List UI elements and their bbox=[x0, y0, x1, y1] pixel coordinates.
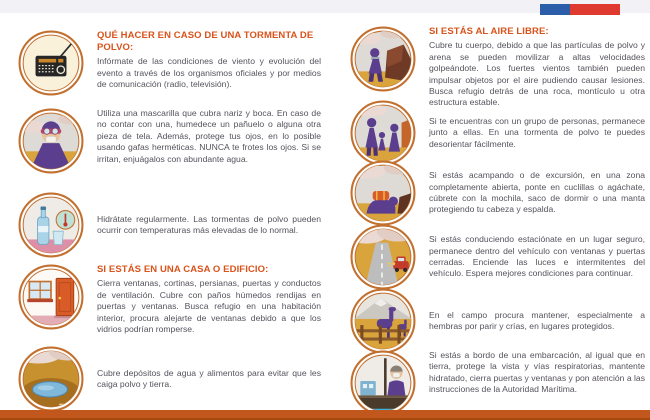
mask-goggles-person-icon bbox=[18, 108, 84, 174]
radio-icon bbox=[18, 30, 84, 96]
shelter-behind-rock-icon bbox=[350, 26, 416, 92]
section-body: Cubre depósitos de agua y alimentos para evitar que les caiga polvo y tierra. bbox=[97, 367, 321, 389]
section-hidratate bbox=[18, 192, 321, 258]
section-aire-libre bbox=[350, 26, 645, 109]
boat-person-icon bbox=[350, 350, 416, 416]
section-body: Cierra ventanas, cortinas, persianas, puertas y conductos de ventilación. Cubre con paños húmedos rendijas en puertas y ventanas. Busca refugio en una habitación interior, procura alejarte de ventanas debido a que los vidrios podrían romperse. bbox=[97, 278, 321, 335]
section-heading: QUÉ HACER EN CASO DE UNA TORMENTA DE POLVO: bbox=[97, 30, 314, 53]
section-body: Si te encuentras con un grupo de personas, permanece junto a ellas. En una tormenta de polvo te puedes desorientar fácilmente. bbox=[429, 115, 645, 149]
group-of-people-icon bbox=[350, 100, 416, 166]
crouching-backpack-icon bbox=[350, 160, 416, 226]
section-depositos bbox=[18, 346, 321, 412]
section-casa-edificio bbox=[18, 264, 321, 335]
flag-blue-block bbox=[540, 4, 570, 15]
section-body: Si estás conduciendo estaciónate en un lugar seguro, permanece dentro del vehículo con ventanas y puertas cerradas. Enciende las luces e intermitentes del vehículo. Espera mejores condiciones para continuar. bbox=[429, 234, 645, 279]
section-acampando bbox=[350, 160, 645, 226]
car-on-road-icon bbox=[350, 224, 416, 290]
section-conduciendo bbox=[350, 224, 645, 290]
flag-red-block bbox=[570, 4, 620, 15]
section-body: Si estás acampando o de excursión, en una zona completamente abierta, ponte en cuclillas o agáchate, cúbrete con la mochila, saco de dormir o una manta protegiendo tu cabeza y espalda. bbox=[429, 170, 645, 215]
footer-bar bbox=[0, 410, 650, 420]
section-heading: SI ESTÁS EN UNA CASA O EDIFICIO: bbox=[97, 264, 269, 275]
livestock-fence-icon bbox=[350, 288, 416, 354]
section-grupo bbox=[350, 100, 645, 166]
section-mascarilla bbox=[18, 108, 321, 174]
chile-flag-mark bbox=[540, 4, 620, 15]
section-body: Hidrátate regularmente. Las tormentas de polvo pueden ocurrir con temperaturas más elevadas de lo normal. bbox=[97, 213, 321, 235]
hydration-bottle-icon bbox=[18, 192, 84, 258]
section-body: Infórmate de las condiciones de viento y evolución del evento a través de los organismos oficiales y por medios de comunicación (radio, televisión). bbox=[97, 56, 321, 90]
section-body: Cubre tu cuerpo, debido a que las partículas de polvo y arena se pueden movilizar a altas velocidades golpeándote. Los fuertes vientos también pueden impulsar objetos por el aire pudiendo causar lesiones. Busca refugio detrás de una roca, montículo u otra estructura estable. bbox=[429, 40, 645, 108]
section-body: Utiliza una mascarilla que cubra nariz y boca. En caso de no contar con una, humedece un pañuelo o alguna otra pieza de tela. Además, protege tus ojos, en lo posible usando gafas herméticas. NUNCA te frotes los ojos. Si se irritan, enjuágalos con abundante agua. bbox=[97, 108, 321, 164]
window-door-icon bbox=[18, 264, 84, 330]
water-reservoir-icon bbox=[18, 346, 84, 412]
section-body: En el campo procura mantener, especialmente a hembras por parir y crías, en lugares protegidos. bbox=[429, 309, 645, 331]
section-campo bbox=[350, 288, 645, 354]
section-heading: SI ESTÁS AL AIRE LIBRE: bbox=[429, 26, 549, 37]
section-embarcacion bbox=[350, 350, 645, 416]
section-body: Si estás a bordo de una embarcación, al igual que en tierra, protege la vista y vías respiratorias, mantente hidratado, cierra puertas y ventanas y pon atención a las instrucciones de la Autoridad Marítima. bbox=[429, 350, 645, 395]
section-informate bbox=[18, 30, 321, 96]
